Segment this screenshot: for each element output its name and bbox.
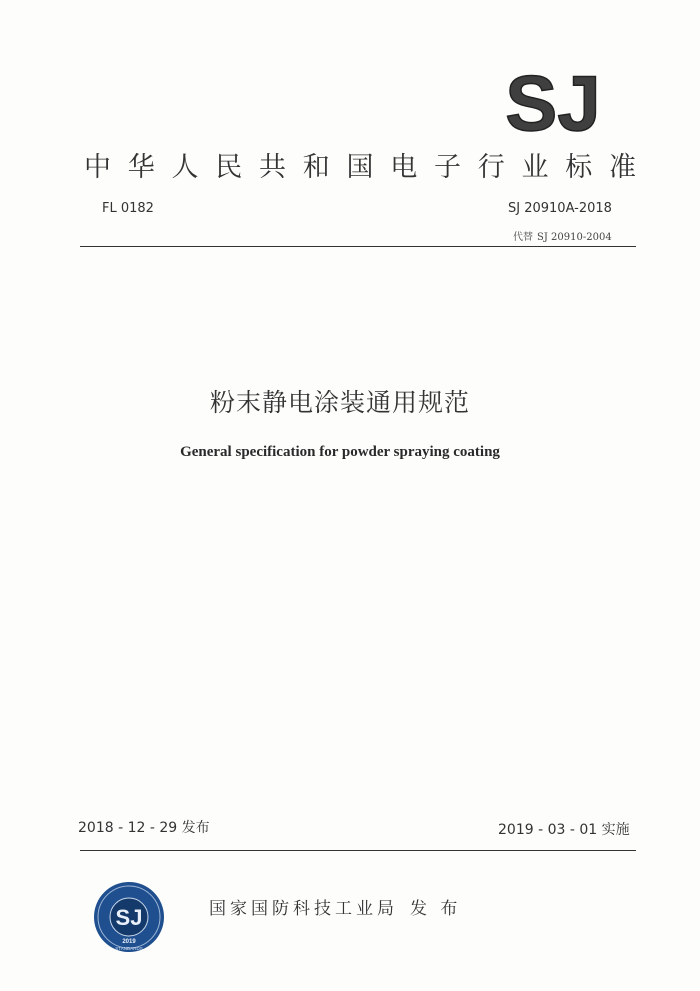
industry-title-char: 国 xyxy=(346,151,374,183)
replaces-label: 代替 xyxy=(513,232,533,243)
sj-logo-text: SJ xyxy=(505,66,601,138)
publisher xyxy=(209,894,461,919)
industry-title-char: 准 xyxy=(609,151,636,183)
industry-title-char: 人 xyxy=(171,151,199,183)
replaces-note xyxy=(513,228,612,243)
replaces-code: SJ 20910-2004 xyxy=(537,232,612,243)
industry-title-char: 和 xyxy=(302,151,330,183)
standards-seal-icon xyxy=(93,881,165,953)
seal-year: 2019 xyxy=(122,939,136,945)
industry-title-char: 中 xyxy=(84,151,111,183)
footer-divider xyxy=(80,850,636,851)
industry-title-char: 行 xyxy=(477,151,505,183)
sj-logo xyxy=(497,66,609,138)
standard-number: SJ 20910A-2018 xyxy=(508,201,612,216)
header-divider xyxy=(80,246,636,247)
document-title-en: General specification for powder spraying coating xyxy=(180,444,500,460)
issue-date: 2018 - 12 - 29 发布 xyxy=(78,820,210,836)
industry-title-char: 业 xyxy=(521,151,549,183)
seal-center-text: SJ xyxy=(115,905,143,930)
document-title-zh: 粉末静电涂装通用规范 xyxy=(209,388,470,417)
implementation-date: 2019 - 03 - 01 实施 xyxy=(498,822,630,838)
seal-bottom-text: STANDARDS xyxy=(115,946,143,951)
industry-title-char: 民 xyxy=(215,151,243,183)
industry-title-char: 华 xyxy=(127,151,155,183)
industry-standard-title xyxy=(84,146,636,182)
publisher-name: 国家国防科技工业局 xyxy=(209,899,398,919)
industry-title-char: 子 xyxy=(434,151,461,183)
industry-title-char: 标 xyxy=(565,151,593,183)
industry-title-char: 共 xyxy=(259,151,286,183)
classification-code: FL 0182 xyxy=(102,201,154,216)
industry-title-char: 电 xyxy=(390,151,418,183)
publish-label: 发 布 xyxy=(410,899,462,919)
